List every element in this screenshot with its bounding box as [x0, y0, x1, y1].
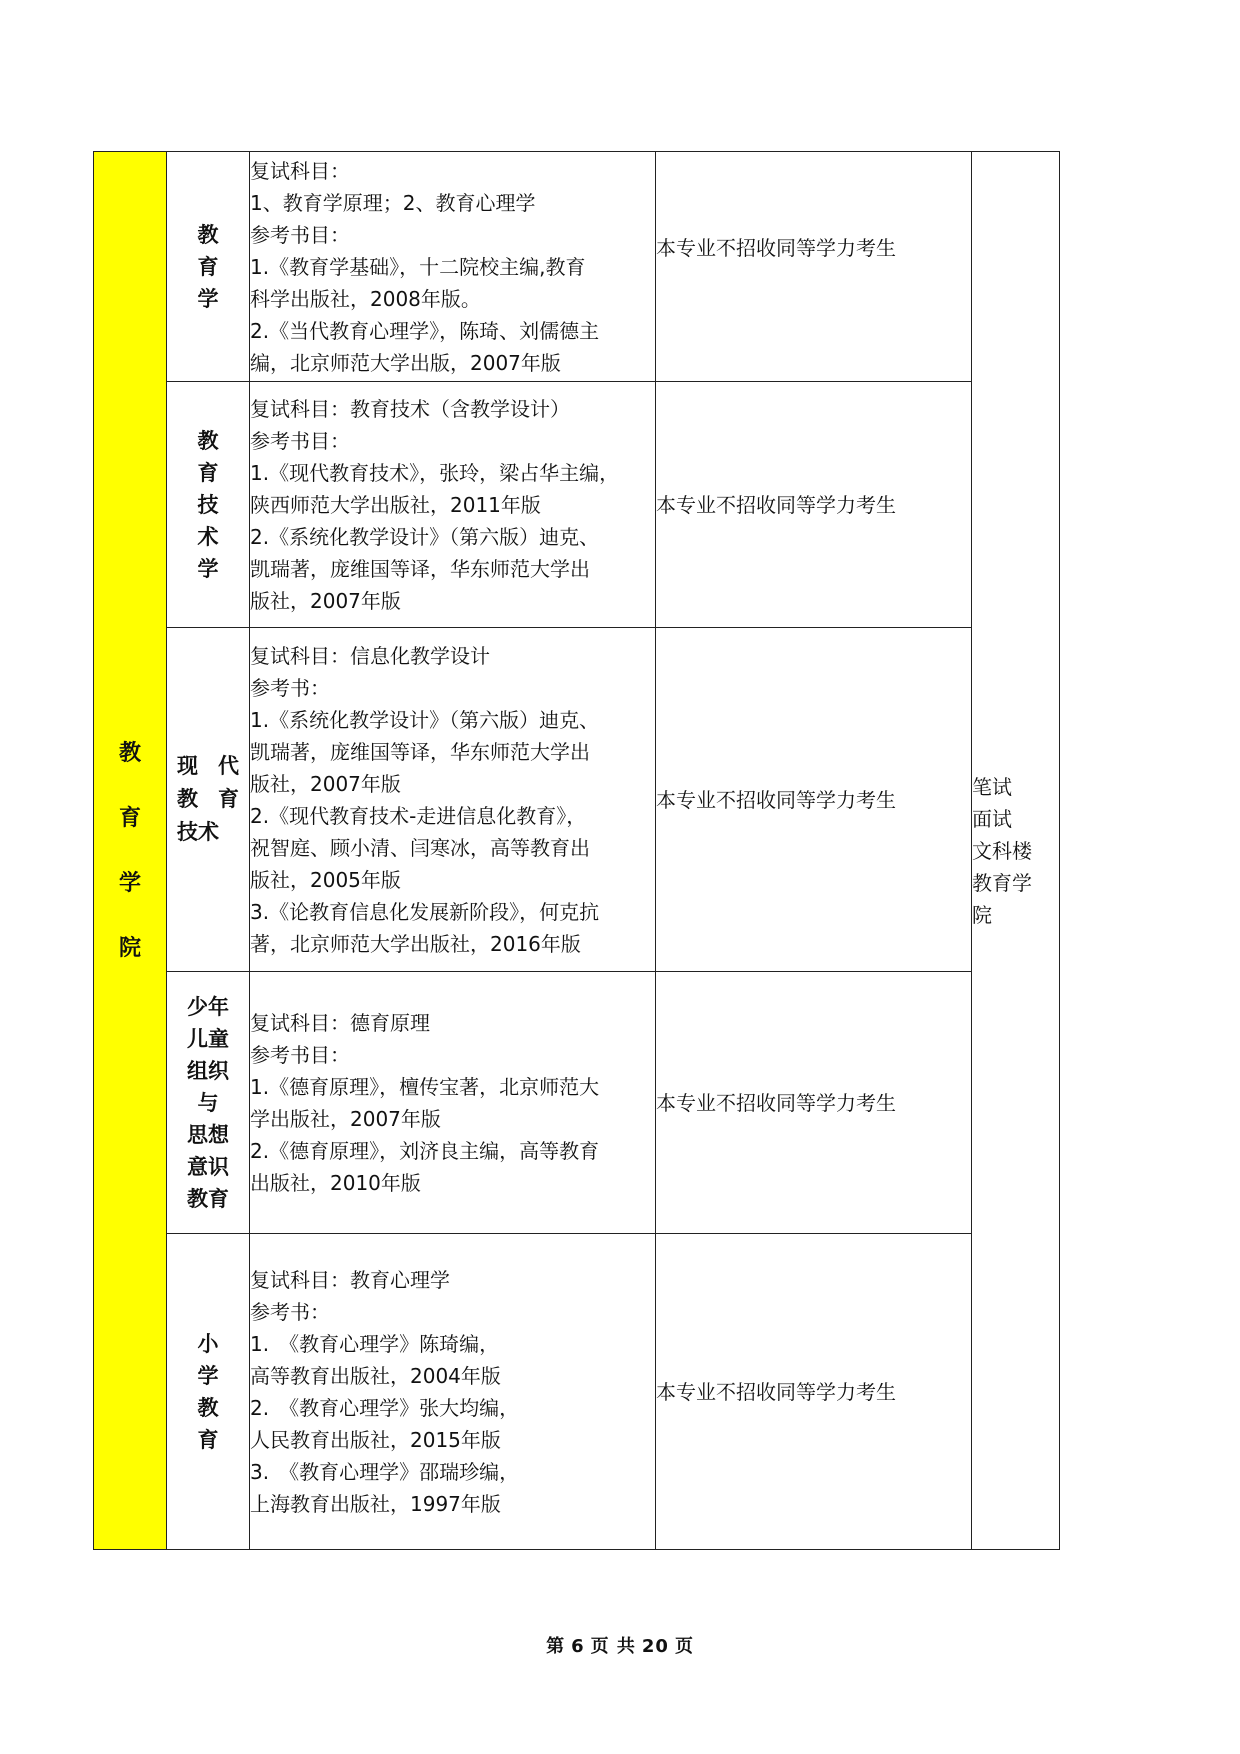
note-cell: 本专业不招收同等学力考生 — [656, 972, 972, 1234]
college-name: 教 育 学 院 — [118, 740, 141, 961]
note-cell: 本专业不招收同等学力考生 — [656, 152, 972, 382]
college-cell — [94, 152, 167, 1550]
major-cell — [167, 972, 250, 1234]
admission-table — [93, 151, 1060, 1550]
major-name: 现代 教育 技术 — [177, 754, 239, 844]
exam-subjects-cell: 复试科目： 1、教育学原理；2、教育心理学 参考书目： 1.《教育学基础》，十二院校主编,教育 科学出版社，2008年版。 2.《当代教育心理学》，陈琦、刘儒德主 编，北京师范大学出版，2007年版 — [250, 152, 656, 382]
current-page-number: 6 — [571, 1636, 585, 1657]
major-cell — [167, 382, 250, 628]
major-name: 教 育 技 术 学 — [197, 428, 219, 581]
table-row — [94, 382, 1060, 628]
major-cell — [167, 152, 250, 382]
major-name: 少年 儿童 组织 与 思想 意识 教育 — [187, 994, 229, 1211]
major-name: 教 育 学 — [197, 222, 219, 311]
exam-subjects-cell: 复试科目：信息化教学设计 参考书： 1.《系统化教学设计》（第六版）迪克、 凯瑞著，庞维国等译，华东师范大学出 版社，2007年版 2.《现代教育技术-走进信息化教育》， 祝智庭、顾小清、闫寒冰，高等教育出 版社，2005年版 3.《论教育信息化发展新阶段》，何克抗 著，北京师范大学出版社，2016年版 — [250, 628, 656, 972]
location-cell: 笔试 面试 文科楼 教育学 院 — [972, 152, 1060, 1550]
note-cell: 本专业不招收同等学力考生 — [656, 628, 972, 972]
exam-subjects-cell: 复试科目：教育心理学 参考书： 1. 《教育心理学》陈琦编， 高等教育出版社，2004年版 2. 《教育心理学》张大均编， 人民教育出版社，2015年版 3. 《教育心理学》邵瑞珍编， 上海教育出版社，1997年版 — [250, 1234, 656, 1550]
table-row — [94, 152, 1060, 382]
table-row — [94, 1234, 1060, 1550]
table-row — [94, 972, 1060, 1234]
exam-subjects-cell: 复试科目：德育原理 参考书目： 1.《德育原理》，檀传宝著，北京师范大 学出版社，2007年版 2.《德育原理》，刘济良主编，高等教育 出版社，2010年版 — [250, 972, 656, 1234]
note-cell: 本专业不招收同等学力考生 — [656, 1234, 972, 1550]
page-number-footer: 第 6 页 共 20 页 — [546, 1636, 694, 1657]
table-row — [94, 628, 1060, 972]
note-cell: 本专业不招收同等学力考生 — [656, 382, 972, 628]
major-cell — [167, 1234, 250, 1550]
major-name: 小 学 教 育 — [197, 1331, 219, 1452]
exam-subjects-cell: 复试科目：教育技术（含教学设计） 参考书目： 1.《现代教育技术》，张玲，梁占华主编， 陕西师范大学出版社，2011年版 2.《系统化教学设计》（第六版）迪克、 凯瑞著，庞维国等译，华东师范大学出 版社，2007年版 — [250, 382, 656, 628]
total-page-number: 20 — [641, 1636, 669, 1657]
major-cell — [167, 628, 250, 972]
